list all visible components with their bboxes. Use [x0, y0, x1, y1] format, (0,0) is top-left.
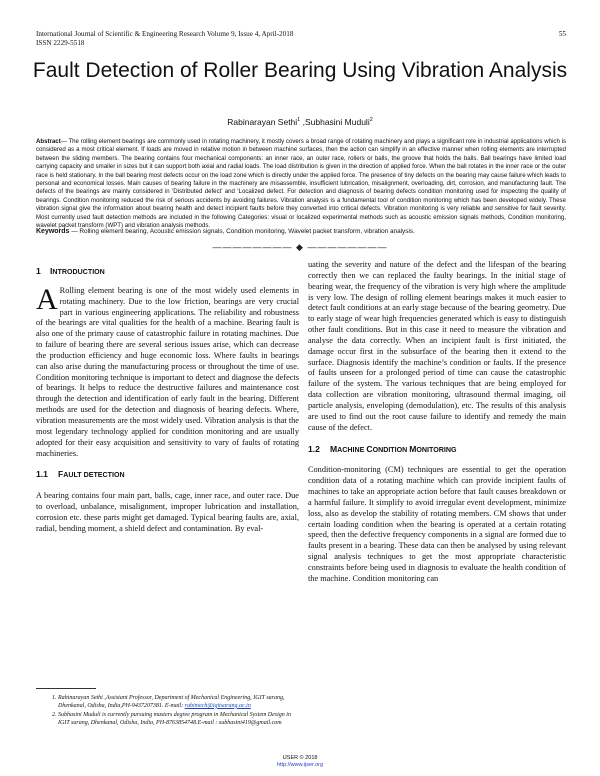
abstract [36, 138, 566, 230]
author-2: Subhasini Muduli [304, 117, 370, 127]
page-number: 55 [558, 30, 566, 38]
right-column [308, 260, 566, 585]
section-heading-introduction [36, 266, 299, 278]
heading-initial: M [330, 443, 338, 454]
section-number: 1.2 [308, 443, 320, 454]
drop-cap: A [36, 282, 58, 316]
footnote-2: 2. Subhasini Muduli is currently pursuing masters degree program in Mechanical System Design in IGIT sarang, Dhenkanal, Odisha, India, PH-8763854748.E-mail : subhasini419@gmail.com [58, 712, 299, 727]
condition-monitoring-paragraph: Condition-monitoring (CM) techniques are essential to get the operation condition data of a rotating machine which can provide incipient faults of machines to take an appropriate action before that fault causes breakdown or a harmful failure. It simplify to avoid irregular event development, minimize loss, also as develop the stability of rotating members. CM shows that under certain loading condition when the bearing is operated at a certain rotating speed, then the defective frequency components in a signal are formed due to faults present in a bearing. These data can then be analysed by using relevant signal analysis techniques to get the most appropriate characteristic constraints before being used in diagnosis to evaluate the health condition of the machine. Condition monitoring can [308, 465, 566, 583]
abstract-label: Abstract [36, 138, 61, 145]
author-line [0, 117, 600, 127]
issn: ISSN 2229-5518 [36, 39, 85, 47]
continued-paragraph: uating the severity and nature of the defect and the lifespan of the bearing correctly then we can replaced the faulty bearings. In the initial stage of bearing wear, the frequency of the vibration is very high where the amplitude is very low. The design of rolling element bearings makes it much easier to detect fault conditions at an early stage because of the bearing geometry. Due to early stage of wear high frequencies generated which is easy to distinguish other fault conditions. But in this case it need to measure the vibration and analyse the data correctly. When an incipient fault is first initiated, the damage occur first in the subsurface of the bearing then it extend to the surface. Diagnosis identify the machine’s condition or faults. If the presence of faults unseen for a prolonged period of time can cause the catastrophic failure of the system. The various techniques that are being employed for data collection are vibration monitoring, ultrasound thermal imaging, oil particle analysis, enveloping (demodulation), etc. The results of this analysis are used to find out the root cause failure to identify and remedy the main cause of the defect. [308, 260, 566, 432]
journal-url-link[interactable]: http://www.ijser.org [276, 762, 324, 768]
section-heading-fault-detection [36, 469, 299, 481]
section-heading-machine-condition-monitoring [308, 444, 566, 456]
heading-rest: ACHINE [337, 445, 367, 454]
copyright: IJSER © 2018 [282, 755, 318, 761]
footnote-rule [36, 688, 96, 689]
intro-text: Rolling element bearing is one of the most widely used elements in rotating machinery. Due to the low friction, bearings are very crucial part in various engineering applications. The reliability and robustness of the bearings are vital qualities for the health of a machine. Bearing fault is also one of the primary cause of catastrophic failure in rotating machines. Due to failure of bearing there are several serious issues arise, which can decrease the production efficiency and huge economic loss. Where faults in bearings can also arise during the manufacturing process or throughout the time of use. Condition monitoring technique is important to detect and diagnose the defects of bearings. It helps to reduce the destructive failures and maintenance cost through the detection and identification of early fault in the bearing. Different methods are used for the detection and diagnosis of bearing defects. Where, vibration measurements are the most widely used. Vibration analysis is that the most legendary technology applied for condition monitoring and are usually adopted for their easy acquisition and sensitivity to vary of faults of rotating machineries. [36, 285, 299, 458]
heading-rest: AULT DETECTION [63, 471, 125, 480]
footnote-1-text: Rabinarayan Sethi ,Assistant Professor, Department of Mechanical Engineering, IGIT sarang, Dhenkanal, Odisha, India,PH-9437207381. E-mail: [58, 695, 285, 709]
section-number: 1 [36, 266, 41, 276]
heading-rest: NTRODUCTION [52, 268, 105, 276]
keywords-label: Keywords [36, 228, 70, 235]
author-separator: , [300, 117, 305, 127]
left-column [36, 260, 299, 535]
keywords-text: — Rolling element bearing, Acoustic emission signals, Condition monitoring, Wavelet packet transform, vibration analysis. [69, 228, 415, 235]
heading-rest: ONDITION [372, 445, 410, 454]
footnote-1 [58, 695, 299, 710]
heading-initial: C [366, 443, 373, 454]
page-footer [0, 755, 600, 769]
heading-initial: I [50, 266, 53, 276]
author-2-mark: 2 [369, 117, 373, 124]
section-divider: ———————— ◆ ———————— [212, 242, 388, 252]
footnotes [36, 688, 299, 730]
fault-detection-paragraph: A bearing contains four main part, balls, cage, inner race, and outer race. Due to overload, unbalance, misalignment, improper lubrication and installation, corrosion etc. these parts might get damaged. Typical bearing faults are, axial, radial, bending moment, a shield defect and contamination. By eval- [36, 491, 299, 533]
intro-paragraph [36, 282, 299, 460]
section-number: 1.1 [36, 469, 48, 480]
author-1: Rabinarayan Sethi [227, 117, 298, 127]
paper-title: Fault Detection of Roller Bearing Using Vibration Analysis [32, 59, 568, 82]
abstract-text: — The rolling element bearings are commonly used in rotating machinery, it mostly covers a broad range of rotating machinery and plays a significant role in industrial applications which is considered as a most critical element. If loads are moved in relative motion in between machine surfaces, then the action can simplify in an effective manner when rolling elements are interrupted between the sliding members. The bearing contains four mechanical components: an inner race, an outer race, rollers or balls, the groove that holds the balls. Ball bearings have limited load carrying capacity and smaller in sizes but it can support both axial and radial loads. The load distribution is given in the direction of applied force. When the ball rotates in the inner race or the outer race is held stationary. In the ball bearing most defects occur on the load zone which is directly under the applied force. The presence of tiny defects on the bearing may cause failure which leads to personal and economical losses. Main causes of bearing failure in the machinery are misassemble, insufficient lubrication, misalignment, overloading, dirt, corrosion, and manufacturing fault. The defects of the bearings are mainly considered in ‘Distributed defect’ and ‘Localized defect. For detection and diagnosis of bearing defects condition monitoring used for inspecting the quality of bearings. Condition monitoring reduced the risk of serious accidents by avoiding failures. Vibration analysis is a fundamental tool of condition monitoring which has been developed widely. These vibration signal give the information about bearing health and detect incipient faults before they converted into critical defects. Vibration monitoring is very reliable and sensitive for fault severity. Most currently used fault detection methods are included in the following Categories: visual or localized experimental methods such as acoustic emission signals methods, Condition monitoring, wavelet packet transform (WPT) and vibration analysis methods. [36, 138, 566, 230]
keywords [36, 228, 566, 235]
heading-initial: F [58, 469, 64, 480]
journal-name: International Journal of Scientific & Engineering Research Volume 9, Issue 4, April-2018 [36, 30, 294, 38]
journal-header [36, 30, 293, 48]
heading-initial: M [409, 443, 417, 454]
heading-rest: ONITORING [416, 445, 457, 454]
author-1-mark: 1 [297, 117, 301, 124]
author-email-link[interactable]: rabimech@igitsarang.ac.in [184, 702, 251, 709]
